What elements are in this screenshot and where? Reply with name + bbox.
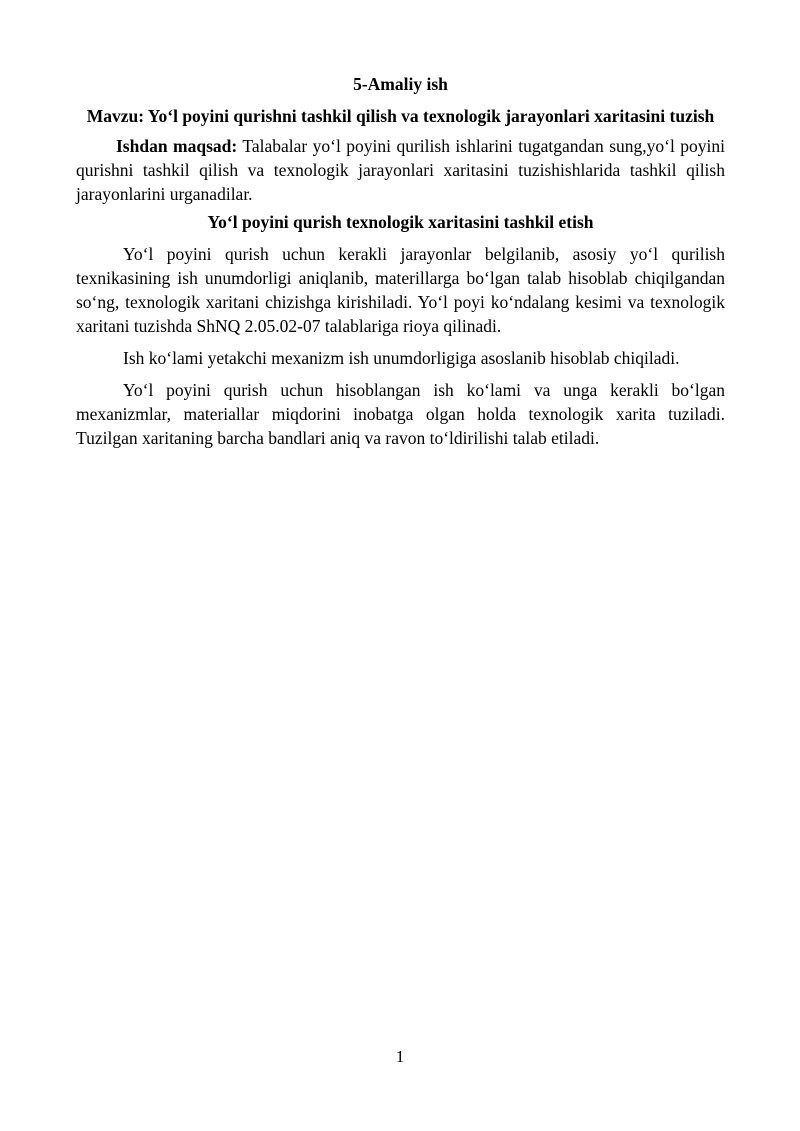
goal-paragraph: [76, 134, 725, 206]
body-paragraph-3: Yo‘l poyini qurish uchun hisoblangan ish ko‘lami va unga kerakli bo‘lgan mexanizmlar, materiallar miqdorini inobatga olgan holda texnologik xarita tuziladi. Tuzilgan xaritaning barcha bandlari aniq va ravon to‘ldirilishi talab etiladi.: [76, 380, 725, 448]
document-title: 5-Amaliy ish: [353, 74, 448, 94]
document-page: [76, 72, 725, 458]
goal-text: Talabalar yo‘l poyini qurilish ishlarini tugatgandan sung,yo‘l poyini qurishni tashkil qilish va texnologik jarayonlari xaritasini tuzishishlarida tashkil qilish jarayonlarini urganadilar.: [76, 136, 725, 204]
goal-label: Ishdan maqsad:: [116, 136, 238, 156]
section-heading: Yo‘l poyini qurish texnologik xaritasini tashkil etish: [207, 212, 594, 232]
document-topic: Mavzu: Yo‘l poyini qurishni tashkil qilish va texnologik jarayonlari xaritasini tuzish: [86, 106, 715, 126]
page-number: 1: [395, 1047, 405, 1066]
body-paragraph-1: Yo‘l poyini qurish uchun kerakli jarayonlar belgilanib, asosiy yo‘l qurilish texnikasining ish unumdorligi aniqlanib, materillarga bo‘lgan talab hisoblab chiqilgandan so‘ng, texnologik xaritani chizishga kirishiladi. Yo‘l poyi ko‘ndalang kesimi va texnologik xaritani tuzishda ShNQ 2.05.02-07 talablariga rioya qilinadi.: [76, 244, 725, 336]
body-paragraph-2: Ish ko‘lami yetakchi mexanizm ish unumdorligiga asoslanib hisoblab chiqiladi.: [123, 348, 680, 368]
